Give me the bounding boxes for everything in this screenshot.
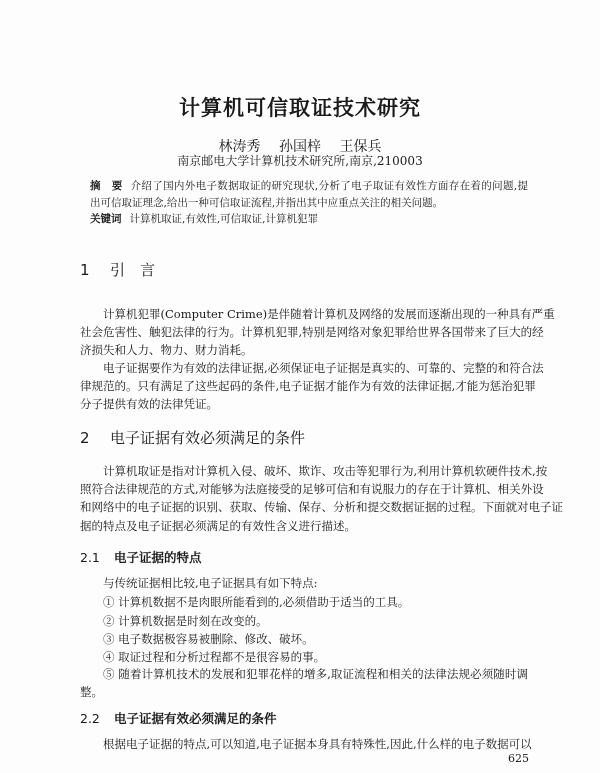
body-line: 济损失和人力、物力、财力消耗。 [80, 343, 253, 357]
keywords: 关键词 计算机取证,有效性,可信取证,计算机犯罪 [90, 213, 319, 225]
affiliation: 南京邮电大学计算机技术研究所,南京,210003 [177, 154, 423, 168]
body-line: 和网络中的电子证据的识别、获取、传输、保存、分析和提交数据证据的过程。下面就对电子证 [80, 500, 563, 514]
body-line: 计算机取证是指对计算机入侵、破坏、欺诈、攻击等犯罪行为,利用计算机软硬件技术,按 [103, 464, 548, 478]
list-item: ③ 电子数据极容易被删除、修改、破坏。 [103, 632, 314, 646]
body-line: 据的特点及电子证据必须满足的有效性含义进行描述。 [80, 519, 356, 533]
section-heading: 1 引 言 [80, 261, 156, 279]
list-item: ④ 取证过程和分析过程都不是很容易的事。 [103, 650, 326, 664]
body-line: 根据电子证据的特点,可以知道,电子证据本身具有特殊性,因此,什么样的电子数据可以 [103, 737, 532, 751]
body-line: 律规范的。只有满足了这些起码的条件,电子证据才能作为有效的法律证据,才能为惩治犯罪 [80, 379, 536, 393]
list-item: ① 计算机数据不是肉眼所能看到的,必须借助于适当的工具。 [103, 595, 410, 609]
abstract-label: 摘 要 [90, 180, 123, 192]
keywords-label: 关键词 [90, 213, 122, 225]
body-line: 照符合法律规范的方式,对能够为法庭接受的足够可信和有说服力的存在于计算机、相关外设 [80, 482, 544, 496]
body-line: 计算机犯罪(Computer Crime)是伴随着计算机及网络的发展而逐渐出现的一种具有严重 [103, 307, 555, 321]
author: 孙国梓 [279, 139, 321, 155]
body-line: 与传统证据相比较,电子证据具有如下特点: [103, 576, 318, 590]
section-heading: 2 电子证据有效必须满足的条件 [80, 429, 306, 447]
body-line: 社会危害性、触犯法律的行为。计算机犯罪,特别是网络对象犯罪给世界各国带来了巨大的经 [80, 325, 544, 339]
list-item: ⑤ 随着计算机技术的发展和犯罪花样的增多,取证流程和相关的法律法规必须随时调 [103, 667, 528, 681]
list-item: ② 计算机数据是时刻在改变的。 [103, 614, 268, 628]
body-line: 电子证据要作为有效的法律证据,必须保证电子证据是真实的、可靠的、完整的和符合法 [103, 361, 544, 375]
page-number: 625 [508, 752, 529, 765]
abstract-line: 出可信取证理念,给出一种可信取证流程,并指出其中应重点关注的相关问题。 [90, 197, 444, 209]
subsection-heading: 2.1 电子证据的特点 [80, 550, 202, 565]
paper-title: 计算机可信取证技术研究 [179, 96, 421, 120]
body-line: 分子提供有效的法律凭证。 [80, 397, 218, 411]
body-line: 整。 [80, 685, 103, 699]
subsection-heading: 2.2 电子证据有效必须满足的条件 [80, 711, 277, 726]
author: 王保兵 [339, 139, 382, 155]
abstract-line: 摘 要 介绍了国内外电子数据取证的研究现状,分析了电子取证有效性方面存在着的问题,提 [90, 180, 528, 192]
author: 林涛秀 [218, 139, 261, 155]
